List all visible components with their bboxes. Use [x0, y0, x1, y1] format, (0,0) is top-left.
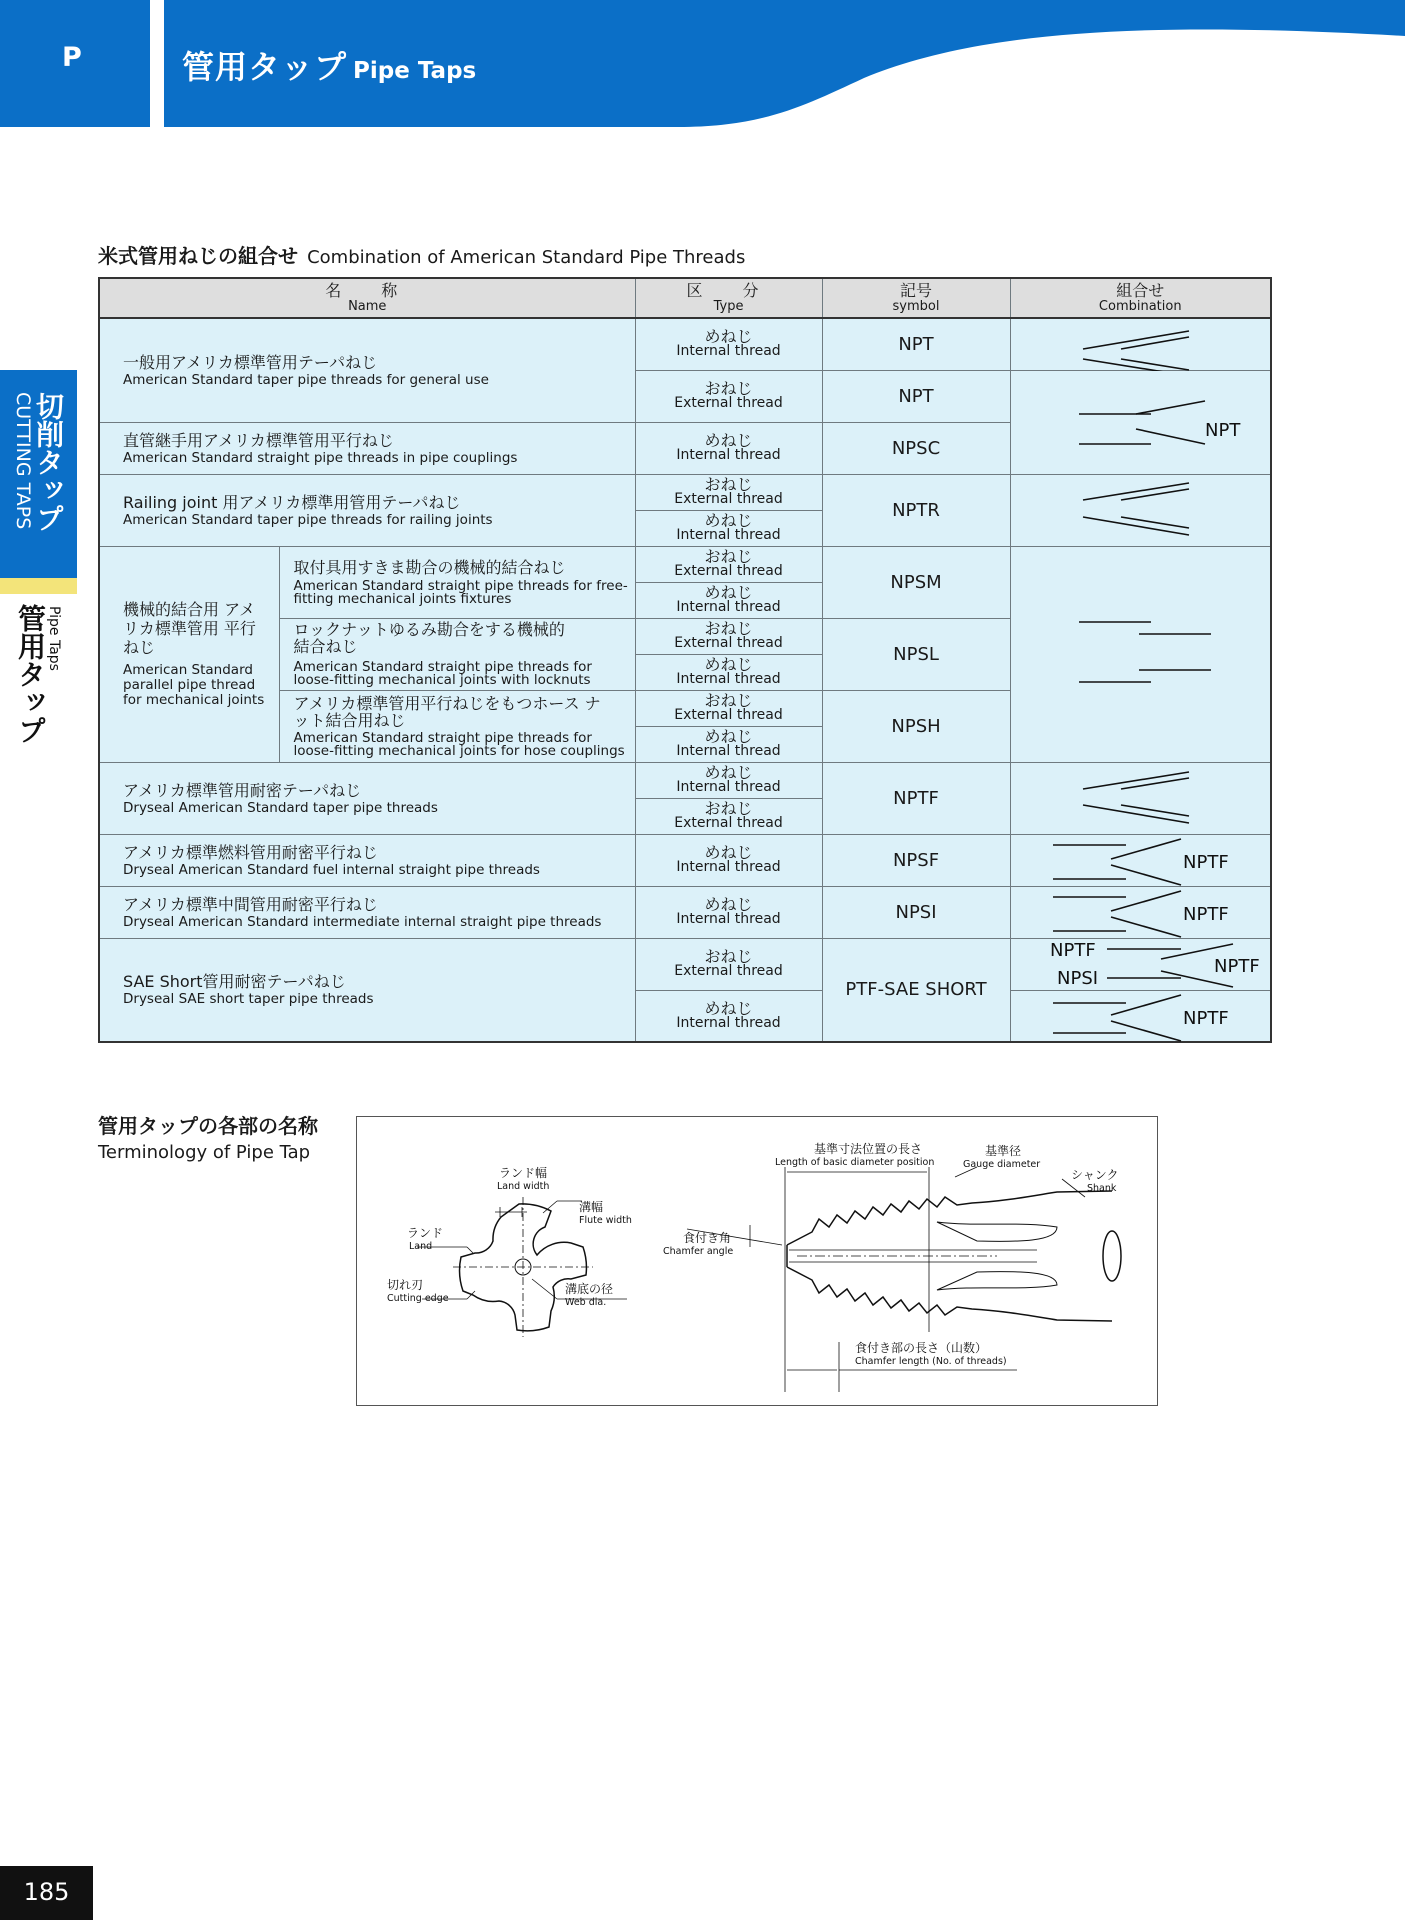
symbol-sae: PTF-SAE SHORT [822, 938, 1010, 1042]
combination-sae-external [1010, 938, 1271, 990]
type-cell: おねじ External thread [635, 938, 822, 990]
terminology-diagram-box [356, 1116, 1158, 1406]
combo-label-nptf: NPTF [1182, 851, 1229, 873]
label-chamfer-len-en: Chamfer length (No. of threads) [855, 1356, 1007, 1367]
name-npsh: アメリカ標準管用平行ねじをもつホース ナット結合用ねじ American Standard straight pipe threads for loose-fitting mechanical joints for hose couplings [279, 690, 635, 762]
label-chamfer-angle-jp: 食付き角 [683, 1231, 732, 1245]
combination-nptf [1010, 762, 1271, 834]
header-symbol: 記号 symbol [822, 278, 1010, 318]
type-cell: おねじ External thread [635, 798, 822, 834]
terminology-title [98, 1110, 318, 1163]
combo-sae-diagram [1011, 939, 1272, 991]
header-combination: 組合せ Combination [1010, 278, 1271, 318]
combination-title [98, 240, 745, 269]
label-cutting-edge-jp: 切れ刃 [387, 1278, 424, 1292]
name-nptr: Railing joint 用アメリカ標準用管用テーパねじ American Standard taper pipe threads for railing joints [99, 474, 635, 546]
header-name: 名 称 Name [99, 278, 635, 318]
terminology-title-jp: 管用タップの各部の名称 [98, 1114, 318, 1138]
page-number: 185 [0, 1866, 93, 1920]
combo-taper-diagram [1011, 475, 1272, 547]
label-web-dia-jp: 溝底の径 [565, 1282, 614, 1296]
name-sae: SAE Short管用耐密テーパねじ Dryseal SAE short taper pipe threads [99, 938, 635, 1042]
combination-title-en: Combination of American Standard Pipe Threads [307, 247, 746, 268]
symbol-nptf: NPTF [822, 762, 1010, 834]
combo-npsi-diagram [1011, 887, 1272, 939]
label-flute-width-jp: 溝幅 [579, 1200, 604, 1214]
label-flute-width-en: Flute width [579, 1215, 632, 1226]
type-cell: おねじ External thread [635, 474, 822, 510]
combination-nptr [1010, 474, 1271, 546]
symbol-nptr: NPTR [822, 474, 1010, 546]
side-label-jp1: 切削タップ [32, 392, 65, 532]
symbol-npsf: NPSF [822, 834, 1010, 886]
name-mech-group: 機械的結合用 アメリカ標準管用 平行ねじ American Standard parallel pipe thread for mechanical joints [99, 546, 279, 762]
combo-label-npsi: NPSI [1056, 967, 1098, 989]
type-cell: めねじ Internal thread [635, 318, 822, 370]
side-label-en1: CUTTING TAPS [12, 392, 34, 530]
combo-taper-diagram [1011, 319, 1272, 371]
type-cell: めねじ Internal thread [635, 422, 822, 474]
page-title-jp: 管用タップ [182, 48, 348, 86]
type-cell: おねじ External thread [635, 546, 822, 582]
type-cell: めねじ Internal thread [635, 654, 822, 690]
page-title [182, 42, 476, 88]
combo-label-nptf: NPTF [1182, 1007, 1229, 1029]
symbol-npsh: NPSH [822, 690, 1010, 762]
label-chamfer-len-jp: 食付き部の長さ（山数） [855, 1341, 988, 1355]
symbol-npsm: NPSM [822, 546, 1010, 618]
name-npsi: アメリカ標準中間管用耐密平行ねじ Dryseal American Standard intermediate internal straight pipe threads [99, 886, 635, 938]
type-cell: めねじ Internal thread [635, 990, 822, 1042]
label-land-en: Land [409, 1241, 433, 1252]
type-cell: めねじ Internal thread [635, 834, 822, 886]
combination-mechanical [1010, 546, 1271, 762]
combo-label-nptf: NPTF [1182, 903, 1229, 925]
label-web-dia-en: Web dia. [565, 1297, 607, 1308]
label-gauge-dia-en: Gauge diameter [963, 1159, 1041, 1170]
table-row [99, 834, 1271, 886]
symbol-npt-internal: NPT [822, 318, 1010, 370]
combination-npt-npsc [1010, 370, 1271, 474]
section-tab [0, 0, 150, 127]
table-row [99, 546, 1271, 582]
combo-taper-diagram [1011, 763, 1272, 835]
terminology-title-en: Terminology of Pipe Tap [98, 1142, 311, 1163]
symbol-npsl: NPSL [822, 618, 1010, 690]
table-row [99, 318, 1271, 370]
name-npsl: ロックナットゆるみ勘合をする機械的 結合ねじ American Standard straight pipe threads for loose-fitting mechanical joints with locknuts [279, 618, 635, 690]
type-cell: めねじ Internal thread [635, 762, 822, 798]
type-cell: おねじ External thread [635, 690, 822, 726]
combo-label-npt: NPT [1204, 419, 1240, 441]
symbol-npsi: NPSI [822, 886, 1010, 938]
combination-title-jp: 米式管用ねじの組合せ [98, 244, 298, 268]
type-cell: おねじ External thread [635, 370, 822, 422]
label-cutting-edge-en: Cutting edge [387, 1293, 449, 1304]
label-chamfer-angle-en: Chamfer angle [663, 1246, 734, 1257]
combination-sae-internal [1010, 990, 1271, 1042]
table-row [99, 886, 1271, 938]
table-header-row [99, 278, 1271, 318]
label-land-width-en: Land width [497, 1181, 550, 1192]
table-row [99, 762, 1271, 798]
combo-straight-diagram [1011, 547, 1272, 761]
tap-cross-section [453, 1197, 593, 1337]
symbol-npt-external: NPT [822, 370, 1010, 422]
table-row [99, 938, 1271, 990]
table-row [99, 474, 1271, 510]
name-npsf: アメリカ標準燃料管用耐密平行ねじ Dryseal American Standard fuel internal straight pipe threads [99, 834, 635, 886]
combo-npt-npsc-diagram [1011, 371, 1272, 475]
symbol-npsc: NPSC [822, 422, 1010, 474]
label-gauge-dia-jp: 基準径 [985, 1144, 1022, 1158]
name-npsm: 取付具用すきま勘合の機械的結合ねじ American Standard straight pipe threads for free-fitting mechanical joints fixtures [279, 546, 635, 618]
combo-label-nptf: NPTF [1213, 955, 1260, 977]
type-cell: めねじ Internal thread [635, 510, 822, 546]
type-cell: めねじ Internal thread [635, 726, 822, 762]
combo-npsf-diagram [1011, 835, 1272, 887]
name-nptf: アメリカ標準管用耐密テーパねじ Dryseal American Standard taper pipe threads [99, 762, 635, 834]
combination-table [98, 277, 1272, 1043]
label-shank-en: Shank [1087, 1183, 1117, 1194]
combination-npsi [1010, 886, 1271, 938]
type-cell: めねじ Internal thread [635, 582, 822, 618]
pipe-tap-diagram [357, 1117, 1157, 1405]
side-label-en2: Pipe Taps [46, 606, 62, 671]
type-cell: めねじ Internal thread [635, 886, 822, 938]
section-letter: P [62, 42, 82, 73]
label-basic-len-en: Length of basic diameter position [775, 1157, 935, 1168]
label-land-width-jp: ランド幅 [499, 1166, 548, 1180]
combo-sae-internal-diagram [1011, 991, 1272, 1043]
name-npsc: 直管継手用アメリカ標準管用平行ねじ American Standard straight pipe threads in pipe couplings [99, 422, 635, 474]
combination-npt [1010, 318, 1271, 370]
label-basic-len-jp: 基準寸法位置の長さ [814, 1142, 923, 1156]
side-tab-accent [0, 578, 77, 594]
name-npt: 一般用アメリカ標準管用テーパねじ American Standard taper pipe threads for general use [99, 318, 635, 422]
label-shank-jp: シャンク [1071, 1168, 1119, 1182]
combo-label-nptf: NPTF [1049, 939, 1096, 961]
side-label-jp2: 管用タップ [14, 604, 47, 744]
label-land-jp: ランド [407, 1226, 444, 1240]
combination-npsf [1010, 834, 1271, 886]
type-cell: おねじ External thread [635, 618, 822, 654]
header-type: 区 分 Type [635, 278, 822, 318]
page-title-en: Pipe Taps [353, 58, 477, 84]
